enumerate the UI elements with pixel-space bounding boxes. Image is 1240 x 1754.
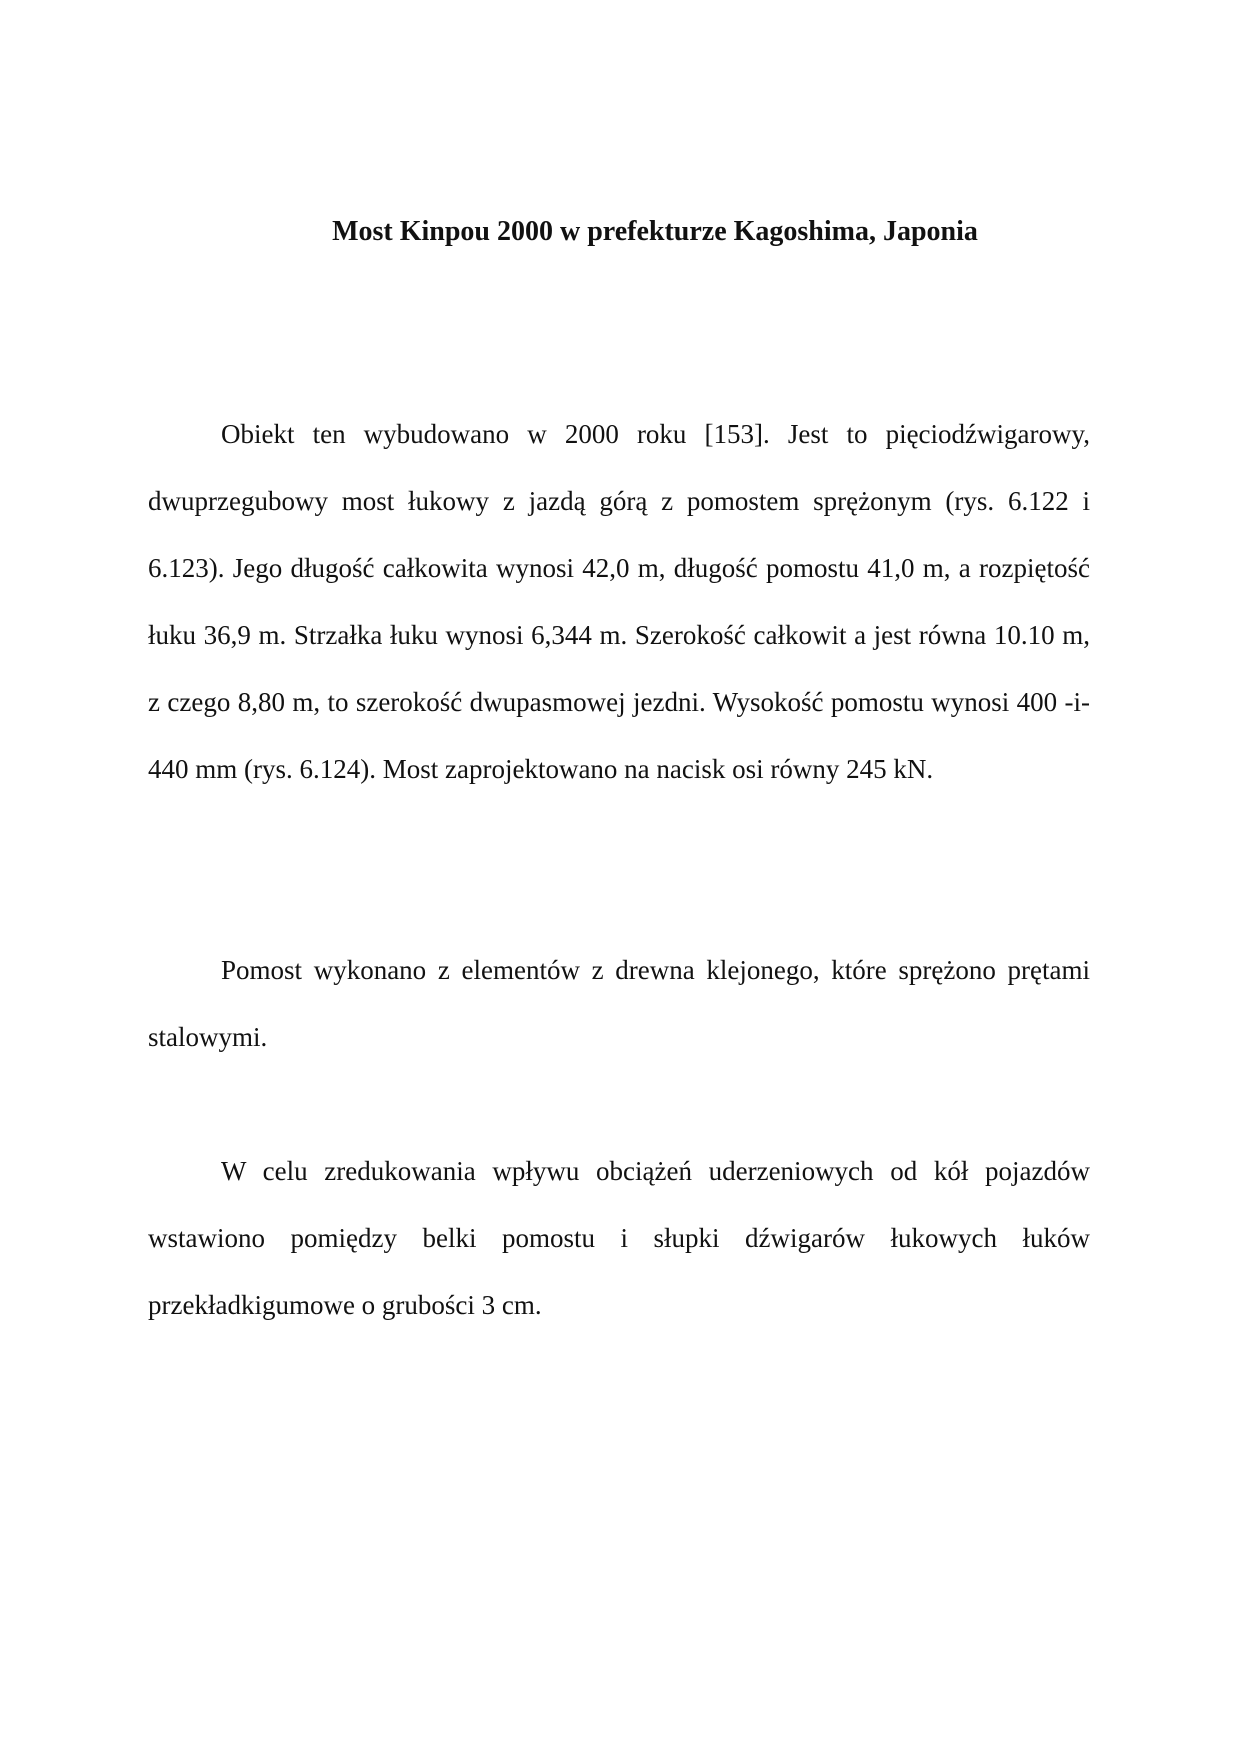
paragraph-bridge-description: Obiekt ten wybudowano w 2000 roku [153]. Jest to pięciodźwigarowy, dwuprzegubowy most łukowy z jazdą górą z pomostem sprężonym (rys. 6.122 i 6.123). Jego długość całkowita wynosi 42,0 m, długość pomostu 41,0 m, a rozpiętość łuku 36,9 m. Strzałka łuku wynosi 6,344 m. Szerokość całkowit a jest równa 10.10 m, z czego 8,80 m, to szerokość dwupasmowej jezdni. Wysokość pomostu wynosi 400 -i- 440 mm (rys. 6.124). Most zaprojektowano na nacisk osi równy 245 kN. [148,419,1090,784]
paragraph-deck-construction: Pomost wykonano z elementów z drewna klejonego, które sprężono prętami stalowymi. [148,955,1090,1052]
document-title: Most Kinpou 2000 w prefekturze Kagoshima, Japonia [332,216,978,247]
paragraph-impact-reduction: W celu zredukowania wpływu obciążeń uderzeniowych od kół pojazdów wstawiono pomiędzy belki pomostu i słupki dźwigarów łukowych łuków przekładkigumowe o grubości 3 cm. [148,1156,1090,1320]
